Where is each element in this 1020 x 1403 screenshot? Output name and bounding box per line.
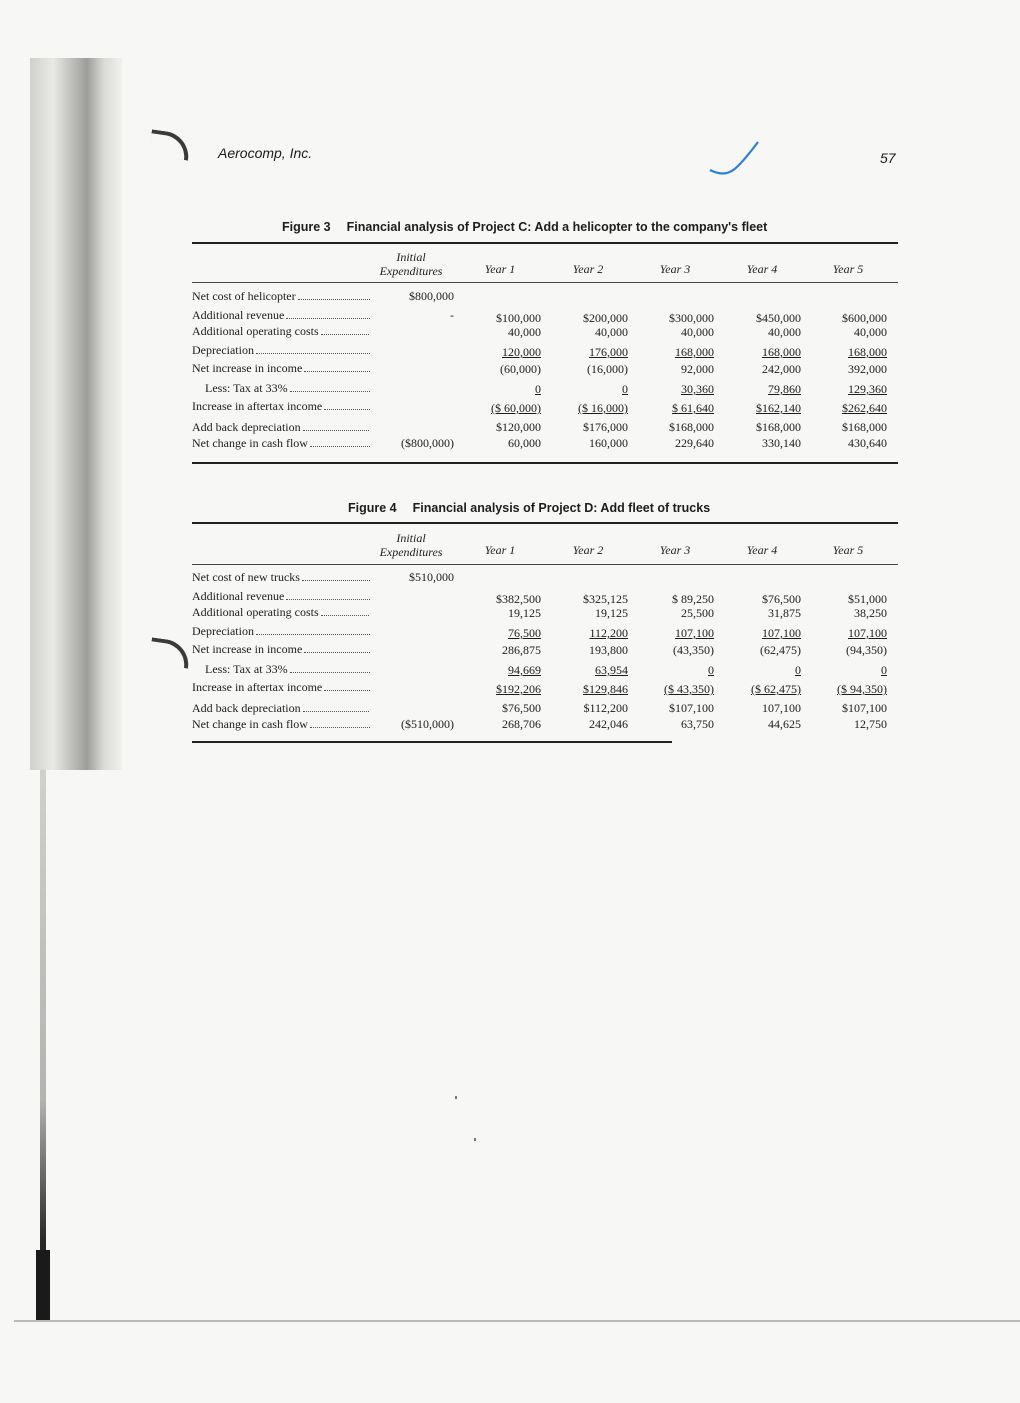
cell-year-2: ($ 16,000) [578, 401, 628, 415]
cell-year-1: 120,000 [502, 345, 541, 359]
cell-year-4: 0 [795, 663, 801, 677]
row-label [192, 605, 370, 619]
row-label [192, 642, 370, 656]
cell-year-1: (60,000) [500, 362, 541, 376]
cell-year-1: 76,500 [508, 626, 541, 640]
dot-leader [310, 727, 370, 728]
col-year-2: Year 2 [572, 262, 604, 276]
figure-4-bottom-rule [192, 741, 672, 743]
figure-4-caption [348, 501, 710, 515]
cell-year-2: 112,200 [589, 626, 628, 640]
cell-year-5: 12,750 [854, 717, 887, 731]
dot-leader [286, 318, 370, 319]
dot-leader [298, 299, 370, 300]
cell-year-3: 0 [708, 663, 714, 677]
row-label [192, 399, 370, 413]
dot-leader [303, 430, 370, 431]
cell-year-2: 176,000 [589, 345, 628, 359]
cell-year-2: $112,200 [583, 701, 628, 715]
dot-leader [324, 409, 370, 410]
cell-year-1: 94,669 [508, 663, 541, 677]
row-label [192, 589, 370, 603]
row-label-text: Net change in cash flow [192, 717, 308, 731]
row-label-text: Net increase in income [192, 361, 303, 375]
dot-leader [290, 391, 370, 392]
row-label [192, 436, 370, 450]
cell-year-5: ($ 94,350) [837, 682, 887, 696]
cell-year-4: 107,100 [762, 701, 801, 715]
dot-leader [304, 371, 370, 372]
punch-hole-top [148, 129, 191, 160]
row-label-text: Increase in aftertax income [192, 680, 323, 694]
cell-year-1: 268,706 [502, 717, 541, 731]
row-label-text: Add back depreciation [192, 420, 301, 434]
cell-year-5: 129,360 [848, 382, 887, 396]
dot-leader [310, 446, 370, 447]
cell-year-5: 107,100 [848, 626, 887, 640]
col-year-3: Year 3 [659, 262, 691, 276]
cell-year-2: $325,125 [583, 592, 628, 606]
row-label [192, 324, 370, 338]
dot-leader [256, 634, 370, 635]
page-bottom-edge [14, 1320, 1020, 1322]
cell-year-4: (62,475) [760, 643, 801, 657]
punch-hole-middle [148, 637, 191, 668]
binder-shadow [30, 58, 122, 770]
row-label-text: Net increase in income [192, 642, 303, 656]
page-edge-shadow [40, 770, 46, 1320]
cell-year-5: $51,000 [848, 592, 887, 606]
row-label [192, 343, 370, 357]
col-year-5: Year 5 [832, 543, 864, 557]
cell-year-3: 107,100 [675, 626, 714, 640]
figure-4-title: Financial analysis of Project D: Add fleet of trucks [412, 501, 711, 515]
row-label-text: Additional revenue [192, 589, 285, 603]
cell-year-5: 40,000 [854, 325, 887, 339]
col-initial-expenditures [368, 531, 454, 559]
figure-3-header-rule [192, 282, 898, 283]
cell-year-5: (94,350) [846, 643, 887, 657]
cell-year-2: 40,000 [595, 325, 628, 339]
row-label-text: Increase in aftertax income [192, 399, 323, 413]
cell-year-3: $ 61,640 [672, 401, 714, 415]
cell-year-3: 63,750 [681, 717, 714, 731]
col-year-1: Year 1 [484, 543, 516, 557]
cell-year-5: 38,250 [854, 606, 887, 620]
col-initial-expenditures [368, 250, 454, 278]
cell-year-5: 430,640 [848, 436, 887, 450]
row-label-text: Additional operating costs [192, 324, 319, 338]
figure-4-top-rule [192, 522, 898, 524]
cell-year-3: 168,000 [675, 345, 714, 359]
cell-year-1: $100,000 [496, 311, 541, 325]
row-label [192, 570, 370, 584]
col-initial-line1: Initial [396, 531, 426, 545]
cell-year-2: $176,000 [583, 420, 628, 434]
cell-year-2: 193,800 [589, 643, 628, 657]
row-label [192, 289, 370, 303]
row-label [205, 381, 370, 395]
cell-year-3: $ 89,250 [672, 592, 714, 606]
cell-year-4: 79,860 [768, 382, 801, 396]
dot-leader [290, 672, 370, 673]
cell-year-2: 0 [622, 382, 628, 396]
dot-leader [304, 652, 370, 653]
row-label-text: Add back depreciation [192, 701, 301, 715]
cell-year-3: ($ 43,350) [664, 682, 714, 696]
cell-initial: $510,000 [409, 570, 454, 584]
col-year-4: Year 4 [746, 543, 778, 557]
cell-year-2: 63,954 [595, 663, 628, 677]
cell-year-4: $76,500 [762, 592, 801, 606]
row-label [192, 361, 370, 375]
running-header-company: Aerocomp, Inc. [218, 145, 313, 161]
cell-year-1: 19,125 [508, 606, 541, 620]
handwritten-check-mark [708, 140, 760, 180]
cell-year-2: 19,125 [595, 606, 628, 620]
scan-speck [474, 1138, 476, 1141]
cell-year-5: 168,000 [848, 345, 887, 359]
cell-year-4: 44,625 [768, 717, 801, 731]
row-label [192, 624, 370, 638]
cell-year-1: 60,000 [508, 436, 541, 450]
figure-3-title: Financial analysis of Project C: Add a helicopter to the company's fleet [346, 220, 768, 234]
dot-leader [303, 711, 370, 712]
row-label-text: Less: Tax at 33% [205, 662, 288, 676]
row-label [192, 420, 370, 434]
row-label [192, 717, 370, 731]
figure-4-header-rule [192, 564, 898, 565]
cell-year-3: $168,000 [669, 420, 714, 434]
cell-initial: ($510,000) [401, 717, 454, 731]
cell-year-5: 392,000 [848, 362, 887, 376]
row-label-text: Additional operating costs [192, 605, 319, 619]
cell-year-2: (16,000) [587, 362, 628, 376]
cell-year-1: 40,000 [508, 325, 541, 339]
cell-year-1: $382,500 [496, 592, 541, 606]
figure-3-top-rule [192, 242, 898, 244]
cell-year-2: 242,046 [589, 717, 628, 731]
figure-3-label: Figure 3 [282, 220, 331, 234]
cell-year-4: $168,000 [756, 420, 801, 434]
cell-year-4: 242,000 [762, 362, 801, 376]
cell-year-3: $107,100 [669, 701, 714, 715]
cell-initial: - [450, 308, 454, 322]
cell-year-4: 31,875 [768, 606, 801, 620]
dot-leader [256, 353, 370, 354]
cell-year-1: ($ 60,000) [491, 401, 541, 415]
cell-year-2: $129,846 [583, 682, 628, 696]
cell-year-4: 330,140 [762, 436, 801, 450]
cell-year-1: $120,000 [496, 420, 541, 434]
cell-year-5: 0 [881, 663, 887, 677]
dot-leader [321, 615, 370, 616]
col-year-5: Year 5 [832, 262, 864, 276]
page-number: 57 [880, 150, 896, 166]
cell-year-2: 160,000 [589, 436, 628, 450]
row-label-text: Net cost of helicopter [192, 289, 296, 303]
cell-year-1: $192,206 [496, 682, 541, 696]
cell-year-1: $76,500 [502, 701, 541, 715]
cell-year-4: 40,000 [768, 325, 801, 339]
dot-leader [321, 334, 370, 335]
dot-leader [324, 690, 370, 691]
cell-year-1: 286,875 [502, 643, 541, 657]
row-label [205, 662, 370, 676]
cell-initial: $800,000 [409, 289, 454, 303]
row-label-text: Additional revenue [192, 308, 285, 322]
row-label-text: Depreciation [192, 343, 254, 357]
dot-leader [302, 580, 370, 581]
col-year-4: Year 4 [746, 262, 778, 276]
cell-year-5: $600,000 [842, 311, 887, 325]
col-initial-line2: Expenditures [379, 545, 443, 559]
row-label-text: Net cost of new trucks [192, 570, 300, 584]
row-label-text: Depreciation [192, 624, 254, 638]
cell-year-4: $450,000 [756, 311, 801, 325]
cell-year-4: 168,000 [762, 345, 801, 359]
cell-year-1: 0 [535, 382, 541, 396]
col-initial-line2: Expenditures [379, 264, 443, 278]
cell-year-5: $107,100 [842, 701, 887, 715]
cell-year-3: 25,500 [681, 606, 714, 620]
figure-3-bottom-rule [192, 462, 898, 464]
cell-year-3: 30,360 [681, 382, 714, 396]
col-initial-line1: Initial [396, 250, 426, 264]
cell-year-2: $200,000 [583, 311, 628, 325]
col-year-2: Year 2 [572, 543, 604, 557]
cell-year-3: $300,000 [669, 311, 714, 325]
cell-year-3: 92,000 [681, 362, 714, 376]
col-year-3: Year 3 [659, 543, 691, 557]
cell-year-3: (43,350) [673, 643, 714, 657]
cell-year-3: 40,000 [681, 325, 714, 339]
cell-year-4: ($ 62,475) [751, 682, 801, 696]
cell-year-4: 107,100 [762, 626, 801, 640]
cell-year-5: $262,640 [842, 401, 887, 415]
cell-initial: ($800,000) [401, 436, 454, 450]
scan-speck [455, 1096, 457, 1099]
cell-year-5: $168,000 [842, 420, 887, 434]
row-label-text: Net change in cash flow [192, 436, 308, 450]
cell-year-3: 229,640 [675, 436, 714, 450]
cell-year-4: $162,140 [756, 401, 801, 415]
row-label [192, 680, 370, 694]
row-label-text: Less: Tax at 33% [205, 381, 288, 395]
figure-3-caption [282, 220, 767, 234]
figure-4-label: Figure 4 [348, 501, 397, 515]
col-year-1: Year 1 [484, 262, 516, 276]
row-label [192, 308, 370, 322]
dot-leader [286, 599, 370, 600]
row-label [192, 701, 370, 715]
page-edge-dark [36, 1250, 50, 1320]
